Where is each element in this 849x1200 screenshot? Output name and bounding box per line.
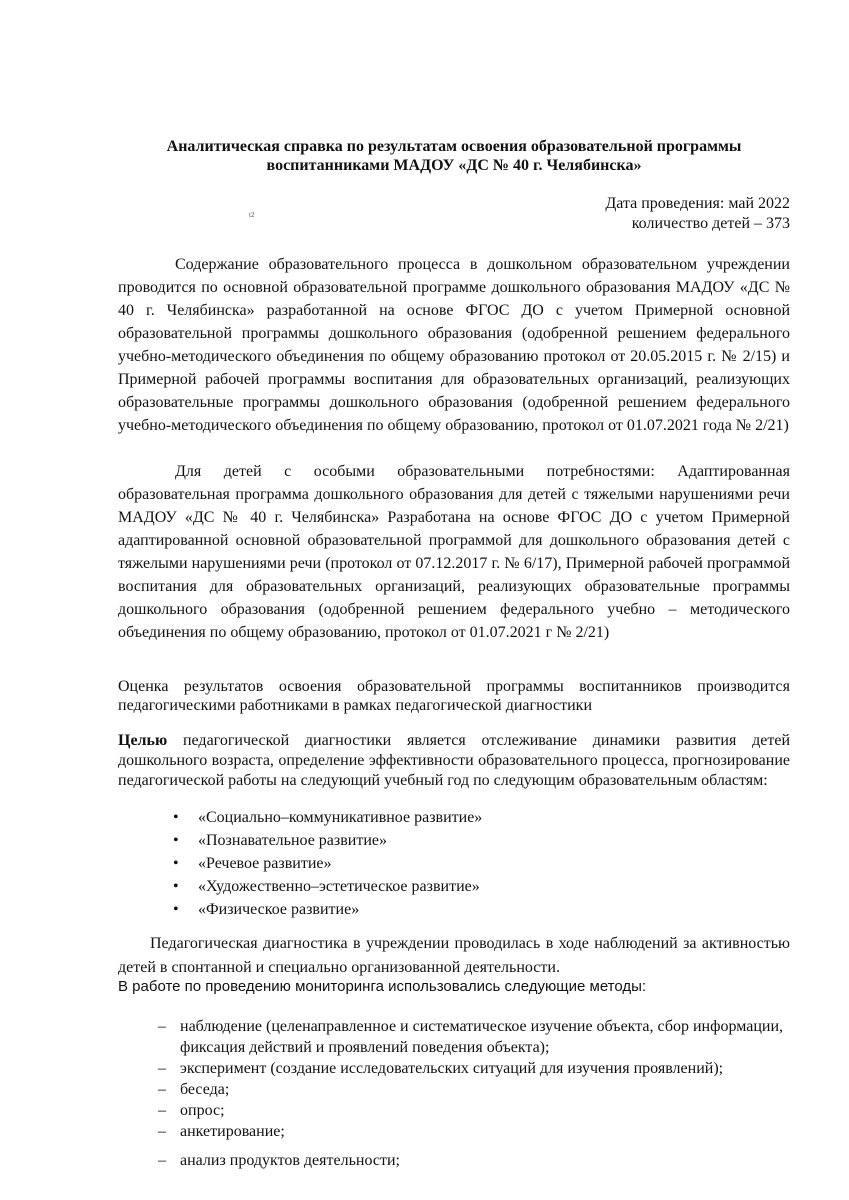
bullet-icon: • bbox=[173, 901, 179, 918]
area-list-item bbox=[118, 898, 790, 921]
paragraph-program-content: Содержание образовательного процесса в дошкольном образовательном учреждении проводится по основной образовательной программе дошкольного образования МАДОУ «ДС № 40 г. Челябинска» разработанной на основе ФГОС ДО с учетом Примерной основной образовательной программы дошкольного образования (одобренной решением федерального учебно-методического объединения по общему образованию протокол от 20.05.2015 г. № 2/15) и Примерной рабочей программы воспитания для образовательных организаций, реализующих образовательные программы дошкольного образования (одобренной решением федерального учебно-методического объединения по общему образованию, протокол от 01.07.2021 года № 2/21) bbox=[118, 256, 790, 434]
area-label: «Социально–коммуникативное развитие» bbox=[198, 809, 483, 826]
children-count-line: количество детей – 373 bbox=[631, 215, 790, 232]
method-list-item bbox=[118, 1016, 790, 1058]
dash-icon: – bbox=[158, 1152, 166, 1169]
methods-list bbox=[118, 1016, 790, 1171]
method-label: беседа; bbox=[180, 1081, 230, 1098]
title-line-1: Аналитическая справка по результатам освоения образовательной программы bbox=[166, 138, 742, 155]
area-list-item bbox=[118, 806, 790, 829]
dash-icon: – bbox=[158, 1081, 166, 1098]
method-list-item bbox=[118, 1079, 790, 1100]
dash-icon: – bbox=[158, 1123, 166, 1140]
bullet-icon: • bbox=[173, 809, 179, 826]
method-label: эксперимент (создание исследовательских ситуаций для изучения проявлений); bbox=[180, 1060, 724, 1077]
method-list-item bbox=[118, 1100, 790, 1121]
area-list-item bbox=[118, 852, 790, 875]
method-label: анкетирование; bbox=[180, 1123, 285, 1140]
method-label: наблюдение (целенаправленное и систематическое изучение объекта, сбор информации, фиксация действий и проявлений поведения объекта); bbox=[180, 1018, 784, 1056]
paragraph-diagnostics: Педагогическая диагностика в учреждении проводилась в ходе наблюдений за активностью детей в спонтанной и специально организованной деятельности. bbox=[118, 935, 790, 976]
method-list-item bbox=[118, 1150, 790, 1171]
paragraph-methods-intro: В работе по проведению мониторинга использовались следующие методы: bbox=[118, 978, 647, 995]
date-line: Дата проведения: май 2022 bbox=[605, 195, 790, 212]
area-list-item bbox=[118, 829, 790, 852]
title-line-2: воспитанниками МАДОУ «ДС № 40 г. Челябинска» bbox=[266, 157, 642, 174]
paragraph-assessment: Оценка результатов освоения образовательной программы воспитанников производится педагогическими работниками в рамках педагогической диагностики bbox=[118, 678, 790, 714]
method-label: опрос; bbox=[180, 1102, 225, 1119]
method-label: анализ продуктов деятельности; bbox=[180, 1152, 400, 1169]
document-title bbox=[118, 137, 790, 175]
area-list-item bbox=[118, 875, 790, 898]
paragraph-special-needs: Для детей с особыми образовательными потребностями: Адаптированная образовательная программа дошкольного образования для детей с тяжелыми нарушениями речи МАДОУ «ДС № 40 г. Челябинска» Разработана на основе ФГОС ДО с учетом Примерной адаптированной основной образовательной программой для дошкольного образования детей с тяжелыми нарушениями речи (протокол от 07.12.2017 г. № 6/17), Примерной рабочей программой воспитания для образовательных организаций, реализующих образовательные программы дошкольного образования (одобренной решением федерального учебно – методического объединения по общему образованию, протокол от 01.07.2021 г № 2/21) bbox=[118, 463, 790, 641]
bullet-icon: • bbox=[173, 878, 179, 895]
method-list-item bbox=[118, 1121, 790, 1142]
dash-icon: – bbox=[158, 1102, 166, 1119]
document-meta bbox=[605, 194, 790, 234]
bullet-icon: • bbox=[173, 855, 179, 872]
area-label: «Познавательное развитие» bbox=[198, 832, 387, 849]
small-mark: t2 bbox=[249, 211, 255, 219]
dash-icon: – bbox=[158, 1060, 166, 1077]
area-label: «Художественно–эстетическое развитие» bbox=[198, 878, 480, 895]
areas-list bbox=[118, 806, 790, 921]
bullet-icon: • bbox=[173, 832, 179, 849]
method-list-item bbox=[118, 1058, 790, 1079]
dash-icon: – bbox=[158, 1018, 166, 1035]
area-label: «Физическое развитие» bbox=[198, 901, 360, 918]
goal-bold-word: Целью bbox=[118, 732, 168, 749]
paragraph-goal bbox=[118, 731, 790, 791]
area-label: «Речевое развитие» bbox=[198, 855, 332, 872]
goal-text: педагогической диагностики является отслеживание динамики развития детей дошкольного возраста, определение эффективности образовательного процесса, прогнозирование педагогической работы на следующий учебный год по следующим образовательным областям: bbox=[118, 732, 790, 789]
